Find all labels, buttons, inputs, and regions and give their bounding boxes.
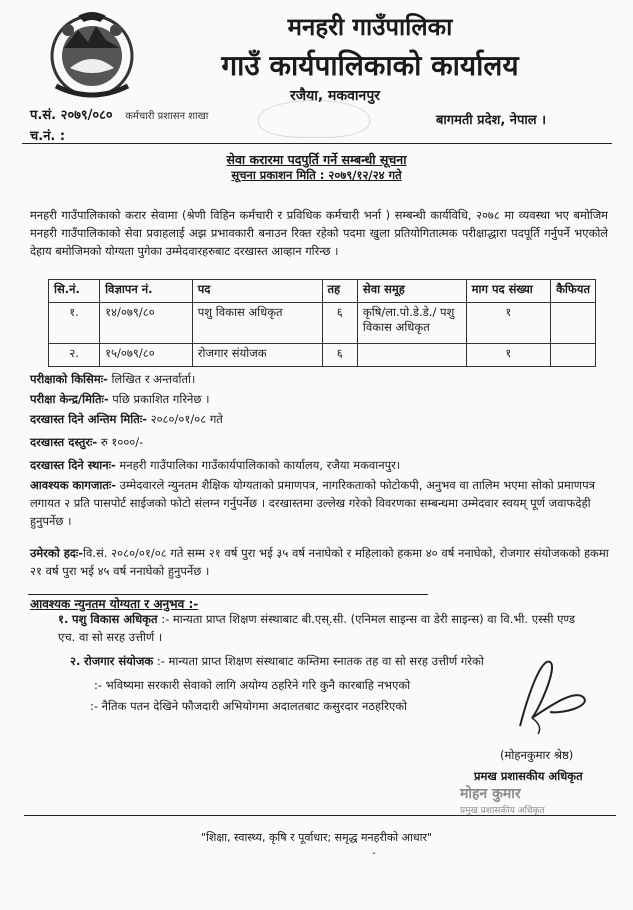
header-divider: [22, 143, 612, 144]
stamp-name: मोहन कुमार: [460, 786, 521, 802]
cell-level: ६: [322, 344, 357, 367]
table-row: [49, 344, 596, 367]
table-header-row: [49, 280, 596, 303]
cell-serial: २.: [49, 344, 100, 367]
condition-2: :- नैतिक पतन देखिने फौजदारी अभियोगमा अदालतबाट कसुरदार नठहरिएको: [90, 699, 408, 713]
office-address: रजैया, मकवानपुर: [289, 88, 381, 104]
ref-value: २०७९/०८०: [60, 108, 113, 123]
col-level: तह: [322, 280, 357, 303]
col-serial: सि.नं.: [49, 280, 100, 303]
condition-1: :- भविष्यमा सरकारी सेवाको लागि अयोग्य ठहरिने गरि कुनै कारबाहि नभएको: [94, 678, 411, 692]
office-name: गाउँ कार्यपालिकाको कार्यालय: [221, 49, 519, 82]
item2-post: रोजगार संयोजक: [84, 654, 154, 668]
requirement-item-1: [58, 610, 578, 646]
cell-demand: १: [466, 344, 550, 367]
item2-number: २.: [70, 654, 81, 668]
ref-unit: कर्मचारी प्रशासन शाखा: [125, 111, 209, 122]
table-row: [49, 303, 596, 344]
org-name: मनहरी गाउँपालिका: [287, 12, 453, 41]
application-fee: [30, 433, 610, 451]
cell-demand: १: [466, 303, 550, 344]
signature-icon: [480, 648, 600, 738]
deadline: [30, 410, 610, 428]
required-documents: [30, 476, 610, 530]
cell-level: ६: [322, 303, 357, 344]
cell-service-group: कृषि/ला.पो.डे.डे./ पशु विकास अधिकृत: [357, 303, 466, 344]
signature-stamp: [460, 784, 600, 816]
footer-divider: [24, 815, 616, 816]
cell-remarks: [551, 344, 596, 367]
application-place: [30, 456, 610, 474]
reference-number: [30, 105, 208, 123]
docs-value: उम्मेदवारले न्युनतम शैक्षिक योग्यताको प्रमाणपत्र, नागरिकताको फोटोकपी, अनुभव वा तालिम भएमा सोको प्रमाणपत्र लगायत २ प्रति पासपोर्ट साईजको फोटो संलग्न गर्नुपर्नेछ । दरखास्तमा उल्लेख गरेको विवरणका सम्बन्धमा उम्मेदवार स्वयम् पूर्ण जवाफदेही हुनुपर्नेछ ।: [30, 478, 595, 528]
signer-title: प्रमख प्रशासकीय अधिकृत: [474, 769, 583, 783]
nepal-emblem-icon: [48, 8, 136, 100]
age-label: उमेरको हदः-: [30, 546, 84, 560]
exam-type: [30, 370, 610, 388]
place-label: दरखास्त दिने स्थानः-: [30, 458, 116, 472]
office-stamp-icon: [258, 100, 370, 138]
item1-post: पशु विकास अधिकृत: [72, 612, 158, 626]
vacancy-table: [48, 279, 596, 367]
fee-value: रु १०००/-: [97, 435, 144, 449]
fee-label: दरखास्त दस्तुरः-: [30, 435, 98, 449]
item1-number: १.: [58, 612, 69, 626]
age-value: वि.सं. २०८०/०१/०८ गते सम्म २१ वर्ष पुरा भई ३५ वर्ष ननाघेको र महिलाको हकमा ४० वर्ष ननाघेको, रोजगार संयोजकको हकमा २१ वर्ष पुरा भई ४५ वर्ष ननाघेको हुनुपर्नेछ ।: [30, 546, 609, 578]
cell-ad-no: १५/०७९/८०: [100, 344, 193, 367]
cell-post: पशु विकास अधिकृत: [192, 303, 322, 344]
exam-type-label: परीक्षाको किसिमः-: [30, 372, 108, 386]
footer-dash: -: [372, 848, 376, 859]
place-value: मनहरी गाउँपालिका गाउँकार्यपालिकाको कार्यालय, रजैया मकवानपुर।: [115, 458, 401, 472]
col-post: पद: [192, 280, 322, 303]
exam-center-label: परीक्षा केन्द्र/मितिः-: [30, 392, 109, 406]
exam-type-value: लिखित र अन्तर्वार्ता।: [107, 372, 196, 386]
notice-date: सूचना प्रकाशन मिति : २०७९/१२/२४ गते: [231, 168, 402, 182]
dispatch-number: [30, 126, 65, 144]
cell-service-group: [357, 344, 466, 367]
item2-text: :- मान्यता प्राप्त शिक्षण संस्थाबाट कम्तिमा स्नातक तह वा सो सरह उत्तीर्ण गरेको: [153, 654, 484, 668]
item1-text: :- मान्यता प्राप्त शिक्षण संस्थाबाट बी.एस्.सी. (एनिमल साइन्स वा डेरी साइन्स) वा वि.भी. एस्सी एण्ड एच. वा सो सरह उत्तीर्ण ।: [58, 612, 576, 644]
notice-title: सेवा करारमा पदपुर्ति गर्ने सम्बन्धी सूचना: [226, 152, 407, 167]
cell-ad-no: १४/०७९/८०: [100, 303, 193, 344]
dispatch-value: :: [59, 129, 66, 144]
cell-post: रोजगार संयोजक: [192, 344, 322, 367]
dispatch-label: च.नं.: [30, 129, 56, 144]
ref-label: प.सं.: [30, 108, 57, 123]
stamp-title: प्रमुख प्रशासकीय अधिकृत: [460, 806, 545, 816]
col-service-group: सेवा समूह: [357, 280, 466, 303]
signer-name: (मोहनकुमार श्रेष्ठ): [500, 748, 574, 762]
requirements-heading: आवश्यक न्युनतम योग्यता र अनुभव :-: [30, 597, 199, 611]
cell-serial: १.: [49, 303, 100, 344]
col-ad-no: विज्ञापन नं.: [100, 280, 193, 303]
col-remarks: कैफियत: [551, 280, 596, 303]
cell-remarks: [551, 303, 596, 344]
footer-slogan: "शिक्षा, स्वास्थ्य, कृषि र पूर्वाधार; समृद्ध मनहरीको आधार": [200, 831, 433, 844]
col-demand: माग पद संख्या: [466, 280, 550, 303]
age-limit: [30, 544, 610, 580]
exam-center-value: पछि प्रकाशित गरिनेछ ।: [108, 392, 210, 406]
intro-paragraph: मनहरी गाउँपालिकाको करार सेवामा (श्रेणी विहिन कर्मचारी र प्रविधिक कर्मचारी भर्ना ) सम्बन्धी कार्यविधि, २०७८ मा व्यवस्था भए बमोजिम मनहरी गाउँपालिकाको सेवा प्रवाहलाई अझ प्रभावकारी बनाउन रिक्त रहेको पदमा खुला प्रतियोगितात्मक परीक्षाद्धारा पदपूर्ति गर्नुपर्ने भएकोले देहाय बमोजिमको योग्यता पुगेका उम्मेदवारहरुबाट दरखास्त आव्हान गरिन्छ ।: [30, 208, 608, 258]
docs-label: आवश्यक कागजातः-: [30, 478, 116, 492]
deadline-value: २०८०/०१/०८ गते: [146, 412, 223, 426]
exam-center: [30, 390, 610, 408]
province: बागमती प्रदेश, नेपाल ।: [436, 113, 547, 128]
deadline-label: दरखास्त दिने अन्तिम मितिः-: [30, 412, 147, 426]
